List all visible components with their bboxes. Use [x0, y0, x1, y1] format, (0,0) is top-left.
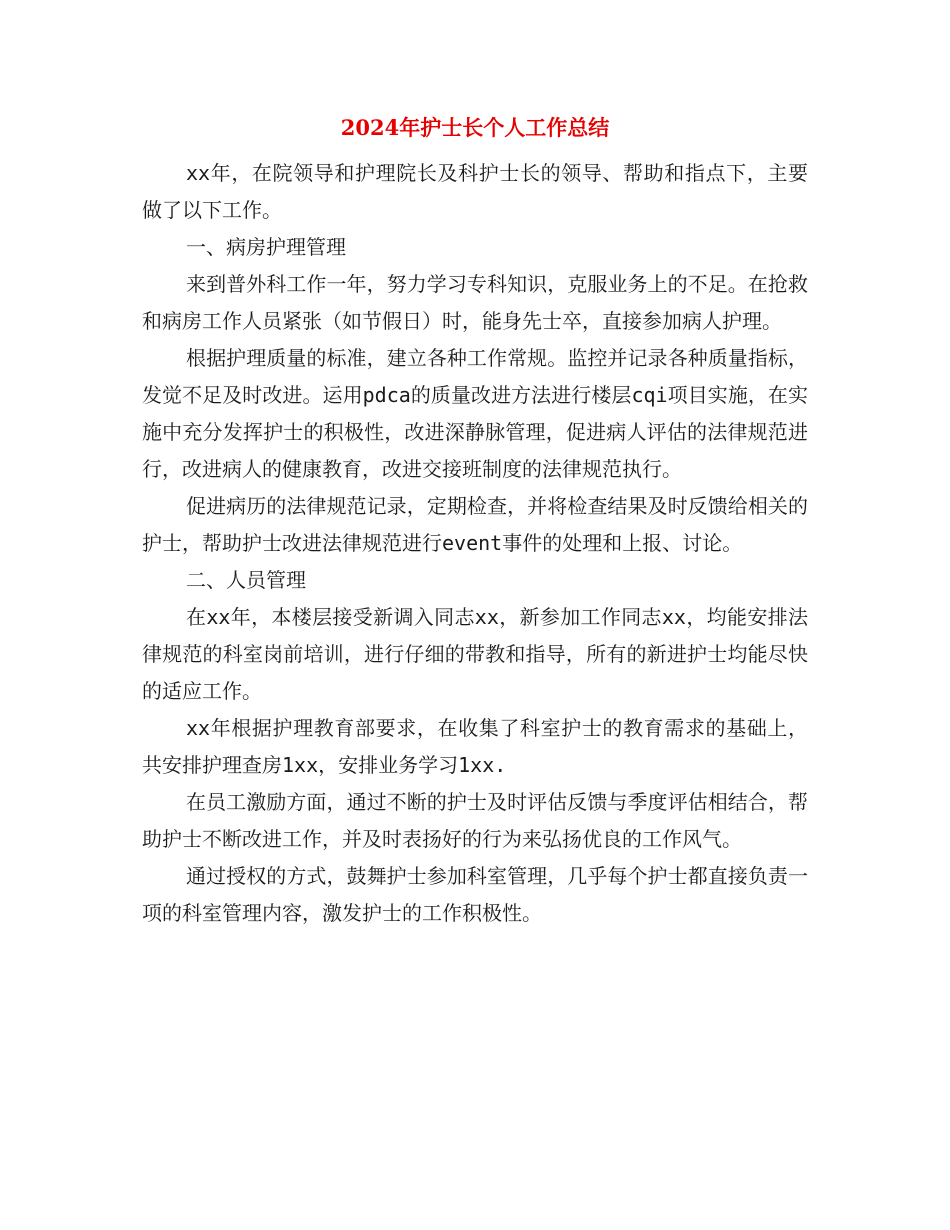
- paragraph-authorization: 通过授权的方式，鼓舞护士参加科室管理，几乎每个护士都直接负责一项的科室管理内容，激发护士的工作积极性。: [142, 864, 808, 925]
- section-heading-staff-management: 二、人员管理: [186, 568, 306, 592]
- paragraph-ward-work: 来到普外科工作一年，努力学习专科知识，克服业务上的不足。在抢救和病房工作人员紧张（如节假日）时，能身先士卒，直接参加病人护理。: [142, 272, 808, 333]
- paragraph-intro: xx年，在院领导和护理院长及科护士长的领导、帮助和指点下，主要做了以下工作。: [142, 161, 808, 222]
- section-heading-ward-management: 一、病房护理管理: [186, 235, 346, 259]
- paragraph-medical-records: 促进病历的法律规范记录，定期检查，并将检查结果及时反馈给相关的护士，帮助护士改进法律规范进行event事件的处理和上报、讨论。: [142, 494, 808, 555]
- paragraph-motivation: 在员工激励方面，通过不断的护士及时评估反馈与季度评估相结合，帮助护士不断改进工作，并及时表扬好的行为来弘扬优良的工作风气。: [142, 790, 808, 851]
- paragraph-quality-standards: 根据护理质量的标准，建立各种工作常规。监控并记录各种质量指标，发觉不足及时改进。运用pdca的质量改进方法进行楼层cqi项目实施，在实施中充分发挥护士的积极性，改进深静脉管理，促进病人评估的法律规范进行，改进病人的健康教育，改进交接班制度的法律规范执行。: [142, 346, 808, 481]
- paragraph-new-staff: 在xx年，本楼层接受新调入同志xx，新参加工作同志xx，均能安排法律规范的科室岗前培训，进行仔细的带教和指导，所有的新进护士均能尽快的适应工作。: [142, 605, 808, 703]
- document-title: 2024年护士长个人工作总结: [340, 115, 610, 140]
- paragraph-education: xx年根据护理教育部要求，在收集了科室护士的教育需求的基础上，共安排护理查房1xx，安排业务学习1xx.: [142, 716, 808, 777]
- document-body: [142, 155, 808, 932]
